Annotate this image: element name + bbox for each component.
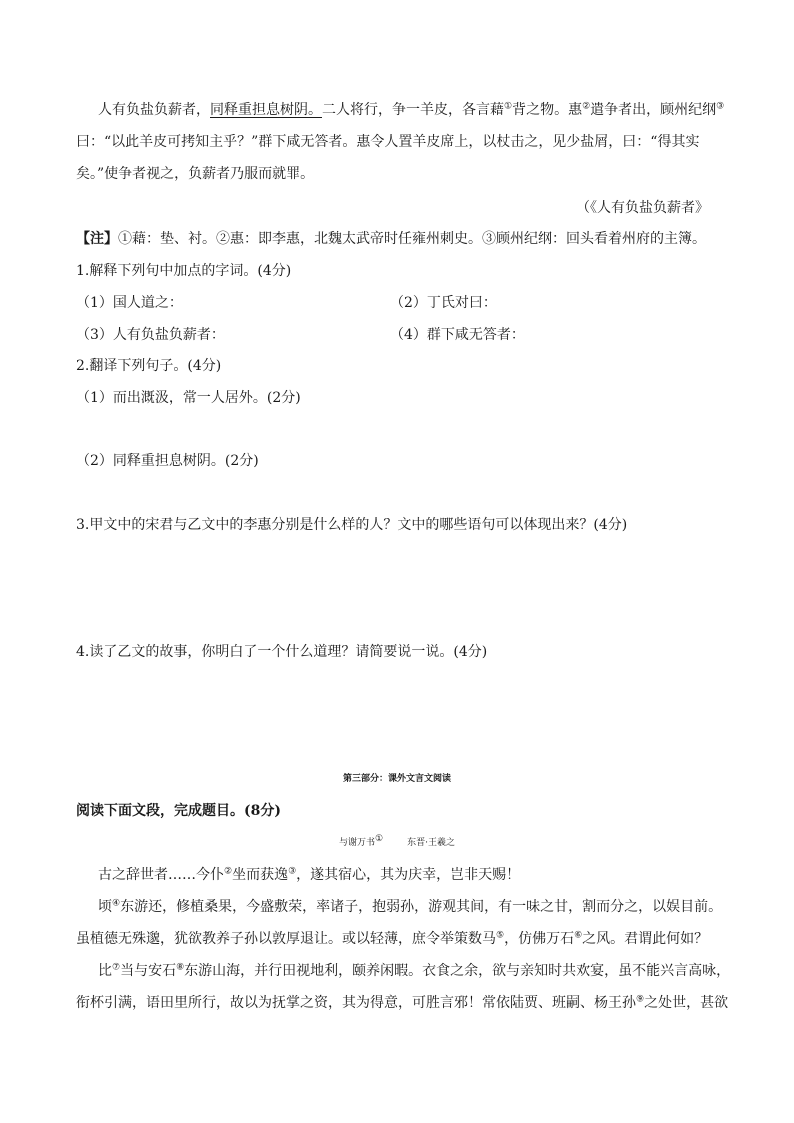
essay-text: 古之辞世者……今仆 (98, 867, 224, 883)
footnote-marker: ⑤ (496, 930, 505, 941)
passage-line-3: 矣。”使争者视之，负薪者乃服而就罪。 (76, 166, 315, 182)
footnote-marker: ① (375, 834, 384, 844)
essay-text: 比 (98, 963, 112, 979)
essay-line-4 (98, 962, 730, 980)
question-3: 3.甲文中的宋君与乙文中的李惠分别是什么样的人？文中的哪些语句可以体现出来？(4分) (76, 517, 628, 533)
footnote-marker: ④ (112, 898, 121, 909)
essay-line-3 (76, 930, 708, 948)
essay-text: 顷 (98, 899, 112, 915)
essay-text: 虽植德无殊邈，犹欲教养子孙以敦厚退让。或以轻薄，庶令举策数马 (76, 931, 496, 947)
essay-text: 衔杯引满，语田里所行，故以为抚掌之资，其为得意，可胜言邪！常依陆贾、班嗣、杨王孙 (76, 995, 636, 1011)
footnote-marker: ⑥ (574, 930, 583, 941)
part3-instruction: 阅读下面文段，完成题目。(8分) (76, 803, 281, 819)
passage-text: 遣争者出，顾州纪纲 (590, 102, 717, 118)
essay-text: 之风。君谓此何如？ (582, 931, 709, 947)
essay-author: 东晋·王羲之 (407, 838, 455, 848)
passage-line-1 (98, 101, 724, 119)
question-1-item-1: （1）国人道之： (76, 295, 183, 311)
question-2-item-2: （2）同释重担息树阴。(2分) (76, 453, 259, 469)
footnote-marker: ⑨ (636, 994, 645, 1005)
essay-title-text: 与谢万书 (339, 838, 376, 848)
essay-text: 东游山海，并行田视地利，颐养闲暇。衣食之余，欲与亲知时共欢宴，虽不能兴言高咏， (184, 963, 731, 979)
passage-line-2: 曰：“以此羊皮可拷知主乎？”群下咸无答者。惠令人置羊皮席上，以杖击之，见少盐屑，曰：“得其实 (76, 134, 700, 150)
essay-text: 东游还，修植桑果，今盛敷荣，率诸子，抱弱孙，游观其间，有一味之甘，割而分之，以娱目前。 (120, 899, 723, 915)
essay-text: ，遂其宿心，其为庆幸，岂非天赐！ (296, 867, 521, 883)
question-1-item-3: （3）人有负盐负薪者： (76, 327, 225, 343)
essay-line-2 (98, 898, 722, 916)
question-2: 2.翻译下列句子。(4分) (76, 358, 222, 374)
notes-line (76, 230, 706, 248)
passage-text: 人有负盐负薪者， (98, 102, 210, 118)
footnote-marker: ③ (288, 866, 297, 877)
footnote-marker: ① (504, 101, 513, 112)
part3-heading: 第三部分：课外文言文阅读 (342, 774, 451, 784)
essay-line-1 (98, 866, 520, 884)
essay-text: 之处世，甚欲 (644, 995, 729, 1011)
notes-label: 【注】 (76, 231, 118, 247)
question-2-item-1: （1）而出溉汲，常一人居外。(2分) (76, 390, 301, 406)
essay-text: 坐而获逸 (232, 867, 289, 883)
question-1: 1.解释下列句中加点的字词。(4分) (76, 263, 292, 279)
passage-text: 背之物。惠 (512, 102, 583, 118)
question-1-item-4: （4）群下咸无答者： (390, 327, 525, 343)
passage-text: 二人将行，争一羊皮，各言藉 (322, 102, 504, 118)
essay-text: ，仿佛万石 (504, 931, 575, 947)
footnote-marker: ⑦ (112, 962, 121, 973)
footnote-marker: ② (224, 866, 233, 877)
underlined-sentence: 同释重担息树阴。 (210, 102, 322, 118)
essay-title (0, 834, 794, 852)
question-4: 4.读了乙文的故事，你明白了一个什么道理？请简要说一说。(4分) (76, 644, 488, 660)
passage-source: （《人有负盐负薪者》 (576, 200, 709, 216)
essay-line-5 (76, 994, 728, 1012)
footnote-marker: ② (582, 101, 591, 112)
notes-text: ①藉：垫、衬。②惠：即李惠，北魏太武帝时任雍州刺史。③顾州纪纲：回头看着州府的主簿。 (118, 231, 706, 247)
question-1-item-2: （2）丁氏对曰： (390, 295, 497, 311)
footnote-marker: ⑧ (176, 962, 185, 973)
footnote-marker: ③ (716, 101, 725, 112)
essay-text: 当与安石 (120, 963, 177, 979)
